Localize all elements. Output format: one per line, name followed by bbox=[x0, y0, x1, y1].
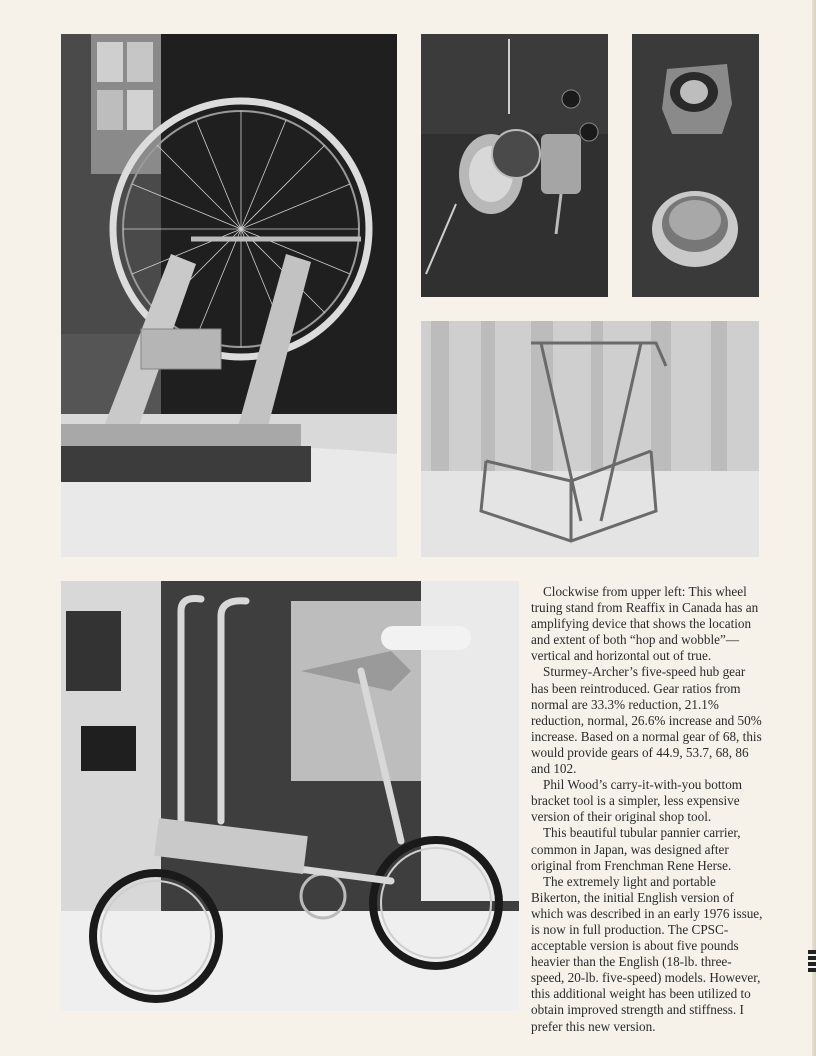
caption-paragraph-bb-tool: Phil Wood’s carry-it-with-you bottom bracket tool is a simpler, less expensive version of their original shop tool. bbox=[531, 777, 743, 825]
page-edge-marker bbox=[808, 950, 816, 972]
caption-paragraph-hub-gear: Sturmey-Archer’s five-speed hub gear has been reintroduced. Gear ratios from normal are 33.3% reduction, 21.1% reduction, normal, 26.6% increase and 50% increase. Based on a normal gear of 68, this would provide gears of 44.9, 53.7, 68, 86 and 102. bbox=[531, 664, 762, 777]
photo-bikerton-bicycle bbox=[61, 581, 519, 1011]
caption-paragraph-pannier: This beautiful tubular pannier carrier, common in Japan, was designed after original from Frenchman Rene Herse. bbox=[531, 825, 741, 873]
photo-bottom-bracket-tool bbox=[632, 34, 759, 297]
caption-paragraph-bikerton: The extremely light and portable Bikerton, the initial English version of which was described in an early 1976 issue, is now in full production. The CPSC-acceptable version is about five pounds heavier than the English (18-lb. three-speed, 20-lb. five-speed) models. However, this additional weight has been utilized to obtain improved strength and stiffness. I prefer this new version. bbox=[531, 873, 763, 1034]
photo-caption bbox=[531, 584, 764, 1035]
photo-wheel-truing-stand bbox=[61, 34, 397, 557]
caption-paragraph-truing-stand: Clockwise from upper left: This wheel truing stand from Reaffix in Canada has an amplifying device that shows the location and extent of both “hop and wobble”—vertical and horizontal out of true. bbox=[531, 584, 759, 664]
photo-hub-gear bbox=[421, 34, 608, 297]
photo-pannier-carrier bbox=[421, 321, 759, 557]
page-edge bbox=[812, 0, 816, 1056]
